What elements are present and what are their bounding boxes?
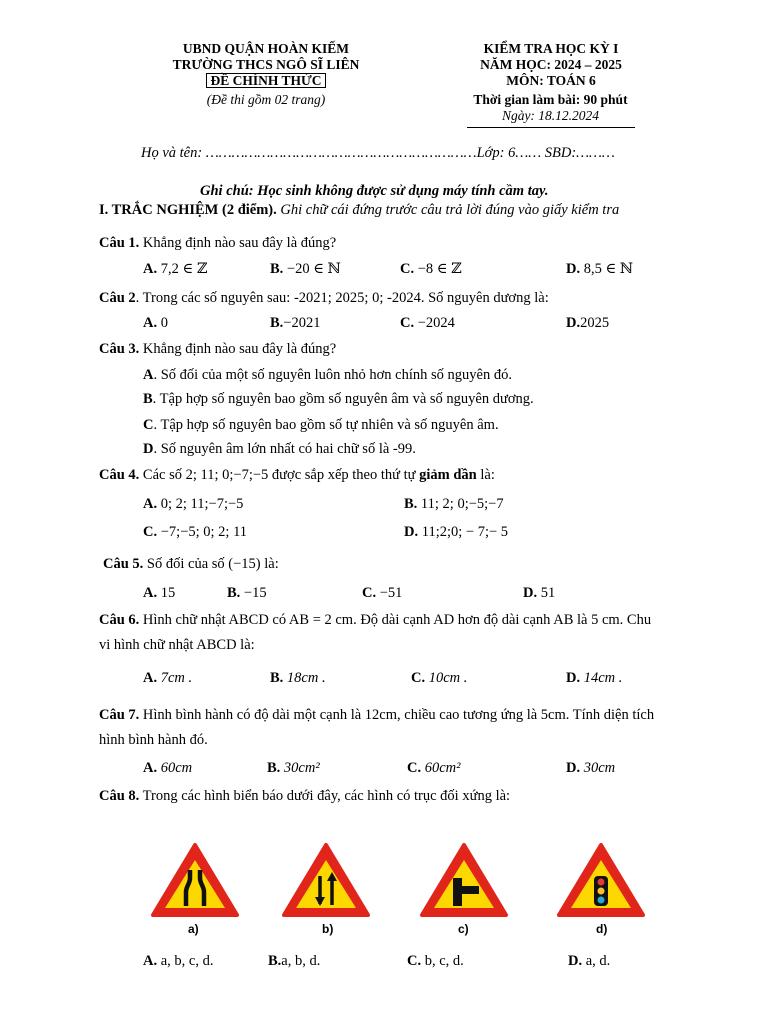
header-official-wrap — [150, 73, 382, 89]
q1-option-b: B. −20 ∈ ℕ — [270, 261, 341, 277]
sign-c-label: c) — [458, 922, 469, 936]
question-1-text: Khẳng định nào sau đây là đúng? — [139, 235, 337, 251]
q8-option-b: B.a, b, d. — [268, 953, 321, 969]
header-page-count: (Đề thi gồm 02 trang) — [206, 92, 326, 107]
header-exam-title: KIỂM TRA HỌC KỲ I — [483, 41, 619, 56]
question-2 — [99, 290, 549, 307]
question-8 — [99, 788, 510, 805]
q5-option-d: D. 51 — [523, 585, 556, 601]
question-5 — [103, 556, 279, 573]
header-duration: Thời gian làm bài: 90 phút — [473, 92, 628, 107]
question-4: Câu 4. Các số 2; 11; 0;−7;−5 được sắp xếp theo thứ tự giảm dần là: — [99, 467, 495, 483]
q7-option-c: C. 60cm² — [407, 760, 461, 776]
question-6-continued: vi hình chữ nhật ABCD là: — [99, 637, 255, 653]
sign-a-label: a) — [188, 922, 199, 936]
q4-option-b: B. 11; 2; 0;−5;−7 — [404, 496, 504, 512]
q7-option-b: B. 30cm² — [267, 760, 320, 776]
q8-option-a: A. a, b, c, d. — [143, 953, 214, 969]
sign-d — [556, 842, 646, 952]
q3-option-c: C. Tập hợp số nguyên bao gồm số tự nhiên và số nguyên âm. — [143, 417, 499, 433]
header-subject: MÔN: TOÁN 6 — [506, 73, 596, 88]
question-2-label: Câu 2 — [99, 290, 136, 306]
question-7 — [99, 707, 654, 724]
q5-option-c: C. −51 — [362, 585, 403, 601]
sign-d-label: d) — [596, 922, 608, 936]
q2-option-c: C. −2024 — [400, 315, 455, 331]
question-3-label: Câu 3. — [99, 341, 140, 357]
exam-note: Ghi chú: Học sinh không được sử dụng máy tính cầm tay. — [200, 183, 549, 199]
q1-option-a: A. 7,2 ∈ ℤ — [143, 261, 208, 277]
q7-option-d: D. 30cm — [566, 760, 616, 776]
question-8-text: Trong các hình biển báo dưới đây, các hình có trục đối xứng là: — [139, 788, 511, 804]
sign-b — [281, 842, 371, 952]
q6-option-c: C. 10cm . — [411, 670, 468, 686]
q2-option-d: D.2025 — [566, 315, 610, 331]
header-school: TRƯỜNG THCS NGÔ SĨ LIÊN — [172, 57, 360, 72]
sign-b-label: b) — [322, 922, 334, 936]
question-3 — [99, 341, 336, 358]
q5-option-a: A. 15 — [143, 585, 176, 601]
question-8-label: Câu 8. — [99, 788, 140, 804]
q6-option-d: D. 14cm . — [566, 670, 623, 686]
q3-option-d: D. Số nguyên âm lớn nhất có hai chữ số là -99. — [143, 441, 416, 457]
question-7-label: Câu 7. — [99, 707, 140, 723]
question-6-label: Câu 6. — [99, 612, 140, 628]
student-info-line: Họ và tên: ………………………………………………………Lớp: 6…… SBD:……… — [141, 145, 615, 161]
t-junction-sign-icon — [419, 842, 509, 918]
question-5-label: Câu 5. — [103, 556, 144, 572]
traffic-light-sign-icon — [556, 842, 646, 918]
road-narrows-sign-icon — [150, 842, 240, 918]
q1-option-c: C. −8 ∈ ℤ — [400, 261, 462, 277]
official-exam-label: ĐỀ CHÍNH THỨC — [206, 73, 325, 88]
question-5-text: Số đối của số (−15) là: — [143, 556, 279, 572]
question-1-label: Câu 1. — [99, 235, 140, 251]
two-way-traffic-sign-icon — [281, 842, 371, 918]
question-3-text: Khẳng định nào sau đây là đúng? — [139, 341, 337, 357]
q4-option-a: A. 0; 2; 11;−7;−5 — [143, 496, 244, 512]
question-6-text: Hình chữ nhật ABCD có AB = 2 cm. Độ dài cạnh AD hơn độ dài cạnh AB là 5 cm. Chu — [139, 612, 652, 628]
q4-option-c: C. −7;−5; 0; 2; 11 — [143, 524, 248, 540]
q5-option-b: B. −15 — [227, 585, 267, 601]
header-date: Ngày: 18.12.2024 — [501, 108, 600, 123]
q8-option-d: D. a, d. — [568, 953, 611, 969]
q2-option-a: A. 0 — [143, 315, 168, 331]
question-2-text: . Trong các số nguyên sau: -2021; 2025; 0; -2024. Số nguyên dương là: — [135, 290, 549, 306]
q2-option-b: B.−2021 — [270, 315, 321, 331]
question-4-label: Câu 4. — [99, 467, 140, 483]
question-4-emphasis: giảm dần — [419, 467, 477, 483]
q7-option-a: A. 60cm — [143, 760, 193, 776]
q3-option-a: A. Số đối của một số nguyên luôn nhỏ hơn chính số nguyên đó. — [143, 367, 512, 383]
question-1 — [99, 235, 336, 252]
header-underline — [467, 127, 635, 128]
q8-option-c: C. b, c, d. — [407, 953, 464, 969]
question-6 — [99, 612, 651, 629]
q1-option-d: D. 8,5 ∈ ℕ — [566, 261, 634, 277]
q3-option-b: B. Tập hợp số nguyên bao gồm số nguyên âm và số nguyên dương. — [143, 391, 534, 407]
q6-option-b: B. 18cm . — [270, 670, 326, 686]
header-district: UBND QUẬN HOÀN KIẾM — [182, 41, 350, 56]
question-7-text: Hình bình hành có độ dài một cạnh là 12cm, chiều cao tương ứng là 5cm. Tính diện tích — [139, 707, 655, 723]
section-1-instruction: Ghi chữ cái đứng trước câu trả lời đúng vào giấy kiểm tra — [276, 202, 620, 218]
header-school-year: NĂM HỌC: 2024 – 2025 — [480, 57, 622, 72]
section-1-title: I. TRẮC NGHIỆM (2 điểm). — [99, 202, 277, 218]
sign-c — [419, 842, 509, 952]
q4-option-d: D. 11;2;0; − 7;− 5 — [404, 524, 509, 540]
sign-a — [150, 842, 240, 952]
section-1-heading — [99, 202, 619, 219]
question-7-continued: hình bình hành đó. — [99, 732, 208, 748]
q6-option-a: A. 7cm . — [143, 670, 193, 686]
